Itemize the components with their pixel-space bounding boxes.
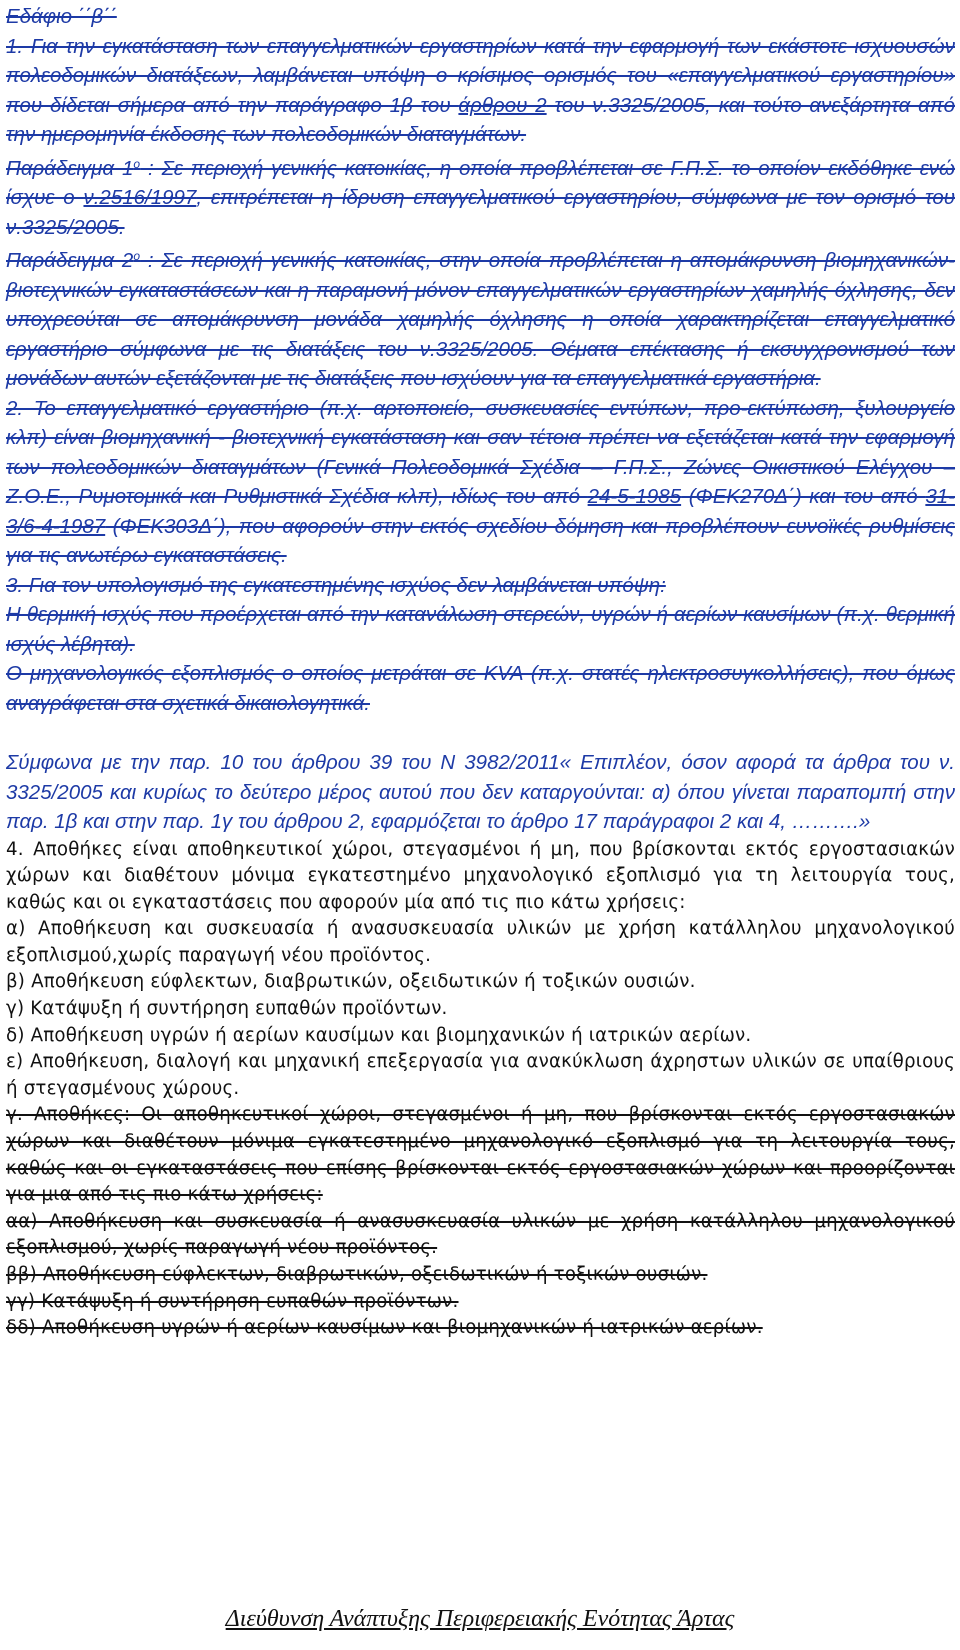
example-1-text-b: , επιτρέπεται η ίδρυση επαγγελματικού εργαστηρίου, σύμφωνα με τον ορισμό του ν.3325/2005. [6, 186, 955, 239]
item-4-b: β) Αποθήκευση εύφλεκτων, διαβρωτικών, οξειδωτικών ή τοξικών ουσιών. [6, 971, 696, 993]
item-2-paragraph [6, 394, 955, 571]
item-1-paragraph [6, 32, 955, 150]
example-1-label: Παράδειγμα 1 [6, 156, 134, 180]
example-1-link-law[interactable]: ν.2516/1997 [83, 186, 197, 209]
item-2-text-a: 2. Το επαγγελματικό εργαστήριο (π.χ. αρτοποιείο, συσκευασίες εντύπων, προ-εκτύπωση, ξυλουργείο κλπ) είναι βιομηχανική - βιοτεχνική εγκατάσταση και σαν τέτοια πρέπει να εξετάζεται κατά την εφαρμογή των πολεοδομικών διαταγμάτων (Γενικά Πολεοδομικά Σχέδια – Γ.Π.Σ., Ζώνες Οικιστικού Ελέγχου – Ζ.Ο.Ε., Ρυμοτομικά και Ρυθμιστικά Σχέδια κλπ), ιδίως του από [6, 396, 955, 508]
item-1-text-a: 1. Για την εγκατάσταση των επαγγελματικών εργαστηρίων κατά την εφαρμογή των εκάστοτε ισχυουσών πολεοδομικών διατάξεων, λαμβάνεται υπόψη ο κρίσιμος ορισμός του «επαγγελματικού εργαστηρίου» που δίδεται σήμερα από την παράγραφο 1β του [6, 34, 955, 117]
example-2-label: Παράδειγμα 2 [6, 249, 134, 272]
item-2-text-b: (ΦΕΚ270Δ΄) και του από [681, 485, 926, 508]
item-1-link-article[interactable]: άρθρου 2 [458, 93, 547, 117]
item-1-text-b: του ν.3325/2005, και τούτο ανεξάρτητα από την ημερομηνία έκδοσης των πολεοδομικών διαταγμάτων. [6, 93, 955, 146]
section-heading: Εδάφιο ΄΄β΄΄ [6, 5, 117, 28]
item-3-line: 3. Για τον υπολογισμό της εγκατεστημένης ισχύος δεν λαμβάνεται υπόψη: [6, 573, 666, 597]
amendment-paragraph: Σύμφωνα με την παρ. 10 του άρθρου 39 του Ν 3982/2011« Επιπλέον, όσον αφορά τα άρθρα του ν. 3325/2005 και κυρίως το δεύτερο μέρος αυτού που δεν καταργούνται: α) όπου γίνεται παραπομπή στην παρ. 1β και στην παρ. 1γ του άρθρου 2, εφαρμόζεται το άρθρο 17 παράγραφοι 2 και 4, ……….» [6, 751, 955, 833]
item-2-date-1: 24-5-1985 [587, 485, 682, 508]
old-g-dd: δδ) Αποθήκευση υγρών ή αερίων καυσίμων και βιομηχανικών ή ιατρικών αερίων. [6, 1317, 763, 1339]
item-4-a: α) Αποθήκευση και συσκευασία ή ανασυσκευασία υλικών με χρήση κατάλληλου μηχανολογικού εξοπλισμού,χωρίς παραγωγή νέου προϊόντος. [6, 918, 955, 966]
item-2-date-2: 31-3/6-4-1987 [6, 485, 955, 538]
item-4-d: δ) Αποθήκευση υγρών ή αερίων καυσίμων και βιομηχανικών ή ιατρικών αερίων. [6, 1024, 752, 1046]
old-g-gg: γγ) Κατάψυξη ή συντήρηση ευπαθών προϊόντων. [6, 1290, 459, 1312]
old-g-aa: αα) Αποθήκευση και συσκευασία ή ανασυσκευασία υλικών με χρήση κατάλληλου μηχανολογικού εξοπλισμού, χωρίς παραγωγή νέου προϊόντος. [6, 1210, 955, 1259]
item-4-c: γ) Κατάψυξη ή συντήρηση ευπαθών προϊόντων. [6, 998, 448, 1020]
page-footer: Διεύθυνση Ανάπτυξης Περιφερειακής Ενότητας Άρτας [225, 1606, 735, 1632]
item-3-equipment-paragraph: Ο μηχανολογικός εξοπλισμός ο οποίος μετράται σε KVA (π.χ. στατές ηλεκτροσυγκολλήσεις), που όμως αναγράφεται στα σχετικά δικαιολογητικά. [6, 662, 955, 715]
item-4-e: ε) Αποθήκευση, διαλογή και μηχανική επεξεργασία για ανακύκλωση άχρηστων υλικών σε υπαίθριους ή στεγασμένους χώρους. [6, 1051, 955, 1099]
spacer [6, 718, 955, 748]
item-3-thermal-paragraph: Η θερμική ισχύς που προέρχεται από την κατανάλωση στερεών, υγρών ή αερίων καυσίμων (π.χ. θερμική ισχύς λέβητα). [6, 603, 955, 656]
example-2-sup: ο [133, 249, 141, 263]
example-1-paragraph [6, 150, 955, 243]
example-1-text-a: : Σε περιοχή γενικής κατοικίας, η οποία προβλέπεται σε Γ.Π.Σ. το οποίον εκδόθηκε ενώ ίσχυε ο [6, 156, 956, 209]
old-g-bb: ββ) Αποθήκευση εύφλεκτων, διαβρωτικών, οξειδωτικών ή τοξικών ουσιών. [6, 1264, 708, 1285]
example-2-paragraph [6, 242, 955, 394]
example-2-text: : Σε περιοχή γενικής κατοικίας, στην οποία προβλέπεται η απομάκρυνση βιομηχανικών-βιοτεχνικών εγκαταστάσεων και η παραμονή μόνον επαγγελματικών εργαστηρίων χαμηλής όχλησης, δεν υποχρεούται σε απομάκρυνση μονάδα χαμηλής όχλησης η οποία χαρακτηρίζεται επαγγελματικό εργαστήριο σύμφωνα με τις διατάξεις του ν.3325/2005. Θέματα επέκτασης ή εκσυγχρονισμού των μονάδων αυτών εξετάζονται με τις διατάξεις που ισχύουν για τα επαγγελματικά εργαστήρια. [6, 249, 956, 390]
item-4-intro: 4. Αποθήκες είναι αποθηκευτικοί χώροι, στεγασμένοι ή μη, που βρίσκονται εκτός εργοστασιακών χώρων και διαθέτουν μόνιμα εγκατεστημένο μηχανολογικό εξοπλισμό για τη λειτουργία τους, καθώς και οι εγκαταστάσεις που αφορούν μία από τις πιο κάτω χρήσεις: [6, 838, 955, 913]
item-2-text-c: (ΦΕΚ303Δ΄), που αφορούν στην εκτός σχεδίου δόμηση και προβλέπουν ευνοϊκές ρυθμίσεις για τις ανωτέρω εγκαταστάσεις. [6, 514, 955, 567]
example-1-sup: ο [133, 156, 141, 171]
old-g-intro: γ. Αποθήκες: Οι αποθηκευτικοί χώροι, στεγασμένοι ή μη, που βρίσκονται εκτός εργοστασιακών χώρων και διαθέτουν μόνιμα εγκατεστημένο μηχανολογικό εξοπλισμό για τη λειτουργία τους, καθώς και οι εγκαταστάσεις που επίσης βρίσκονται εκτός εργοστασιακών χώρων και προορίζονται για μια από τις πιο κάτω χρήσεις: [6, 1104, 955, 1206]
